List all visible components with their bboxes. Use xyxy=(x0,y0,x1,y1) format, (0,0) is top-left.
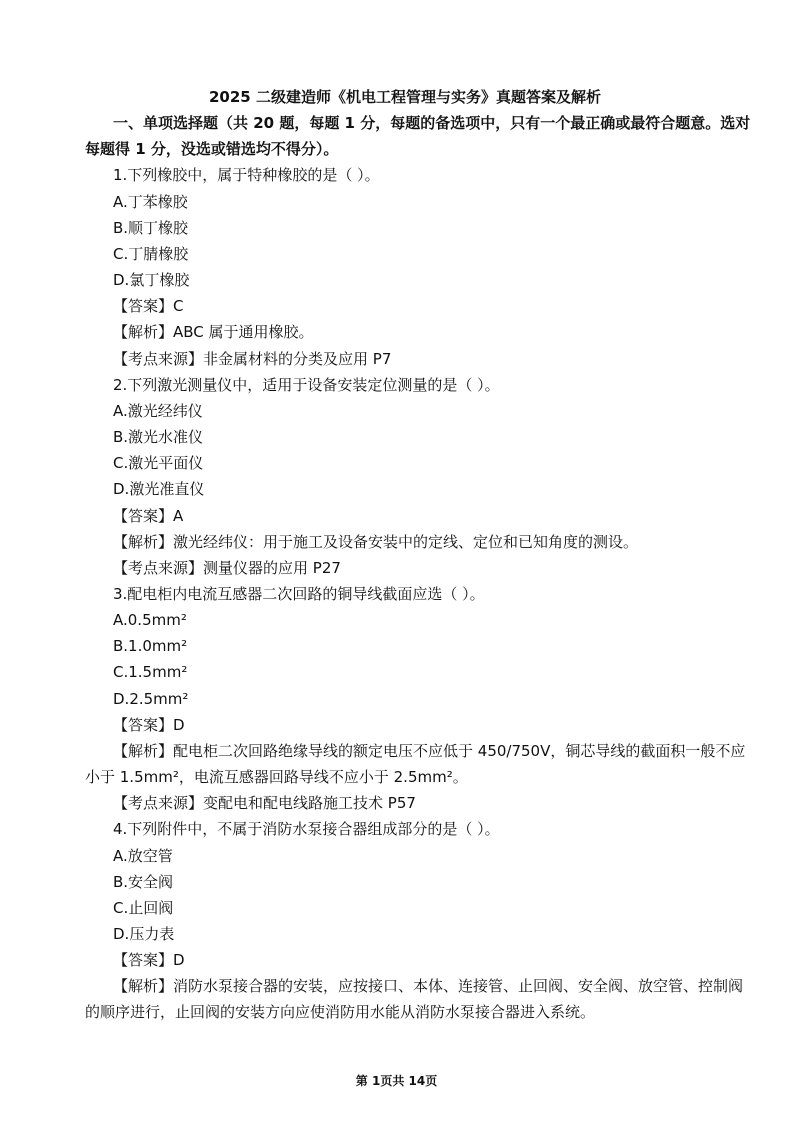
option-b: B.安全阀 xyxy=(113,872,174,891)
section-heading-continued: 每题得 1 分，没选或错选均不得分）。 xyxy=(85,140,339,159)
option-d: D.2.5mm² xyxy=(113,689,189,708)
answer-line: 【答案】D xyxy=(113,715,185,734)
source-line: 【考点来源】变配电和配电线路施工技术 P57 xyxy=(113,794,416,813)
question-stem: 1.下列橡胶中，属于特种橡胶的是（ ）。 xyxy=(113,166,380,185)
section-heading: 一、单项选择题（共 20 题，每题 1 分，每题的备选项中，只有一个最正确或最符合题意。选对 xyxy=(113,114,751,133)
source-line: 【考点来源】非金属材料的分类及应用 P7 xyxy=(113,349,392,368)
option-d: D.氯丁橡胶 xyxy=(113,271,190,290)
question-stem: 4.下列附件中，不属于消防水泵接合器组成部分的是（ ）。 xyxy=(113,820,500,839)
option-b: B.激光水准仪 xyxy=(113,428,204,447)
analysis-line: 【解析】激光经纬仪：用于施工及设备安装中的定线、定位和已知角度的测设。 xyxy=(113,532,639,551)
question-stem: 3.配电柜内电流互感器二次回路的铜导线截面应选（ ）。 xyxy=(113,584,485,603)
source-line: 【考点来源】测量仪器的应用 P27 xyxy=(113,558,341,577)
document-title: 2025 二级建造师《机电工程管理与实务》真题答案及解析 xyxy=(209,88,601,106)
analysis-line-continued: 的顺序进行，止回阀的安装方向应使消防用水能从消防水泵接合器进入系统。 xyxy=(85,1003,596,1022)
option-c: C.1.5mm² xyxy=(113,663,188,682)
question-stem: 2.下列激光测量仪中，适用于设备安装定位测量的是（ ）。 xyxy=(113,375,500,394)
option-d: D.激光准直仪 xyxy=(113,480,205,499)
answer-line: 【答案】C xyxy=(113,297,184,316)
analysis-line: 【解析】配电柜二次回路绝缘导线的额定电压不应低于 450/750V，铜芯导线的截面积一般不应 xyxy=(113,741,746,760)
option-a: A.0.5mm² xyxy=(113,611,187,630)
option-a: A.放空管 xyxy=(113,846,173,865)
option-b: B.1.0mm² xyxy=(113,637,188,656)
option-b: B.顺丁橡胶 xyxy=(113,218,189,237)
answer-line: 【答案】D xyxy=(113,951,185,970)
option-c: C.止回阀 xyxy=(113,898,174,917)
option-a: A.激光经纬仪 xyxy=(113,401,203,420)
analysis-line: 【解析】消防水泵接合器的安装，应按接口、本体、连接管、止回阀、安全阀、放空管、控制阀 xyxy=(113,977,744,996)
page-footer: 第 1页共 14页 xyxy=(355,1074,438,1088)
option-c: C.丁腈橡胶 xyxy=(113,244,189,263)
option-d: D.压力表 xyxy=(113,925,175,943)
document-content xyxy=(85,84,751,1026)
analysis-line-continued: 小于 1.5mm²，电流互感器回路导线不应小于 2.5mm²。 xyxy=(85,768,468,787)
answer-line: 【答案】A xyxy=(113,506,184,525)
option-a: A.丁苯橡胶 xyxy=(113,192,188,211)
analysis-line: 【解析】ABC 属于通用橡胶。 xyxy=(113,323,314,342)
option-c: C.激光平面仪 xyxy=(113,454,204,473)
